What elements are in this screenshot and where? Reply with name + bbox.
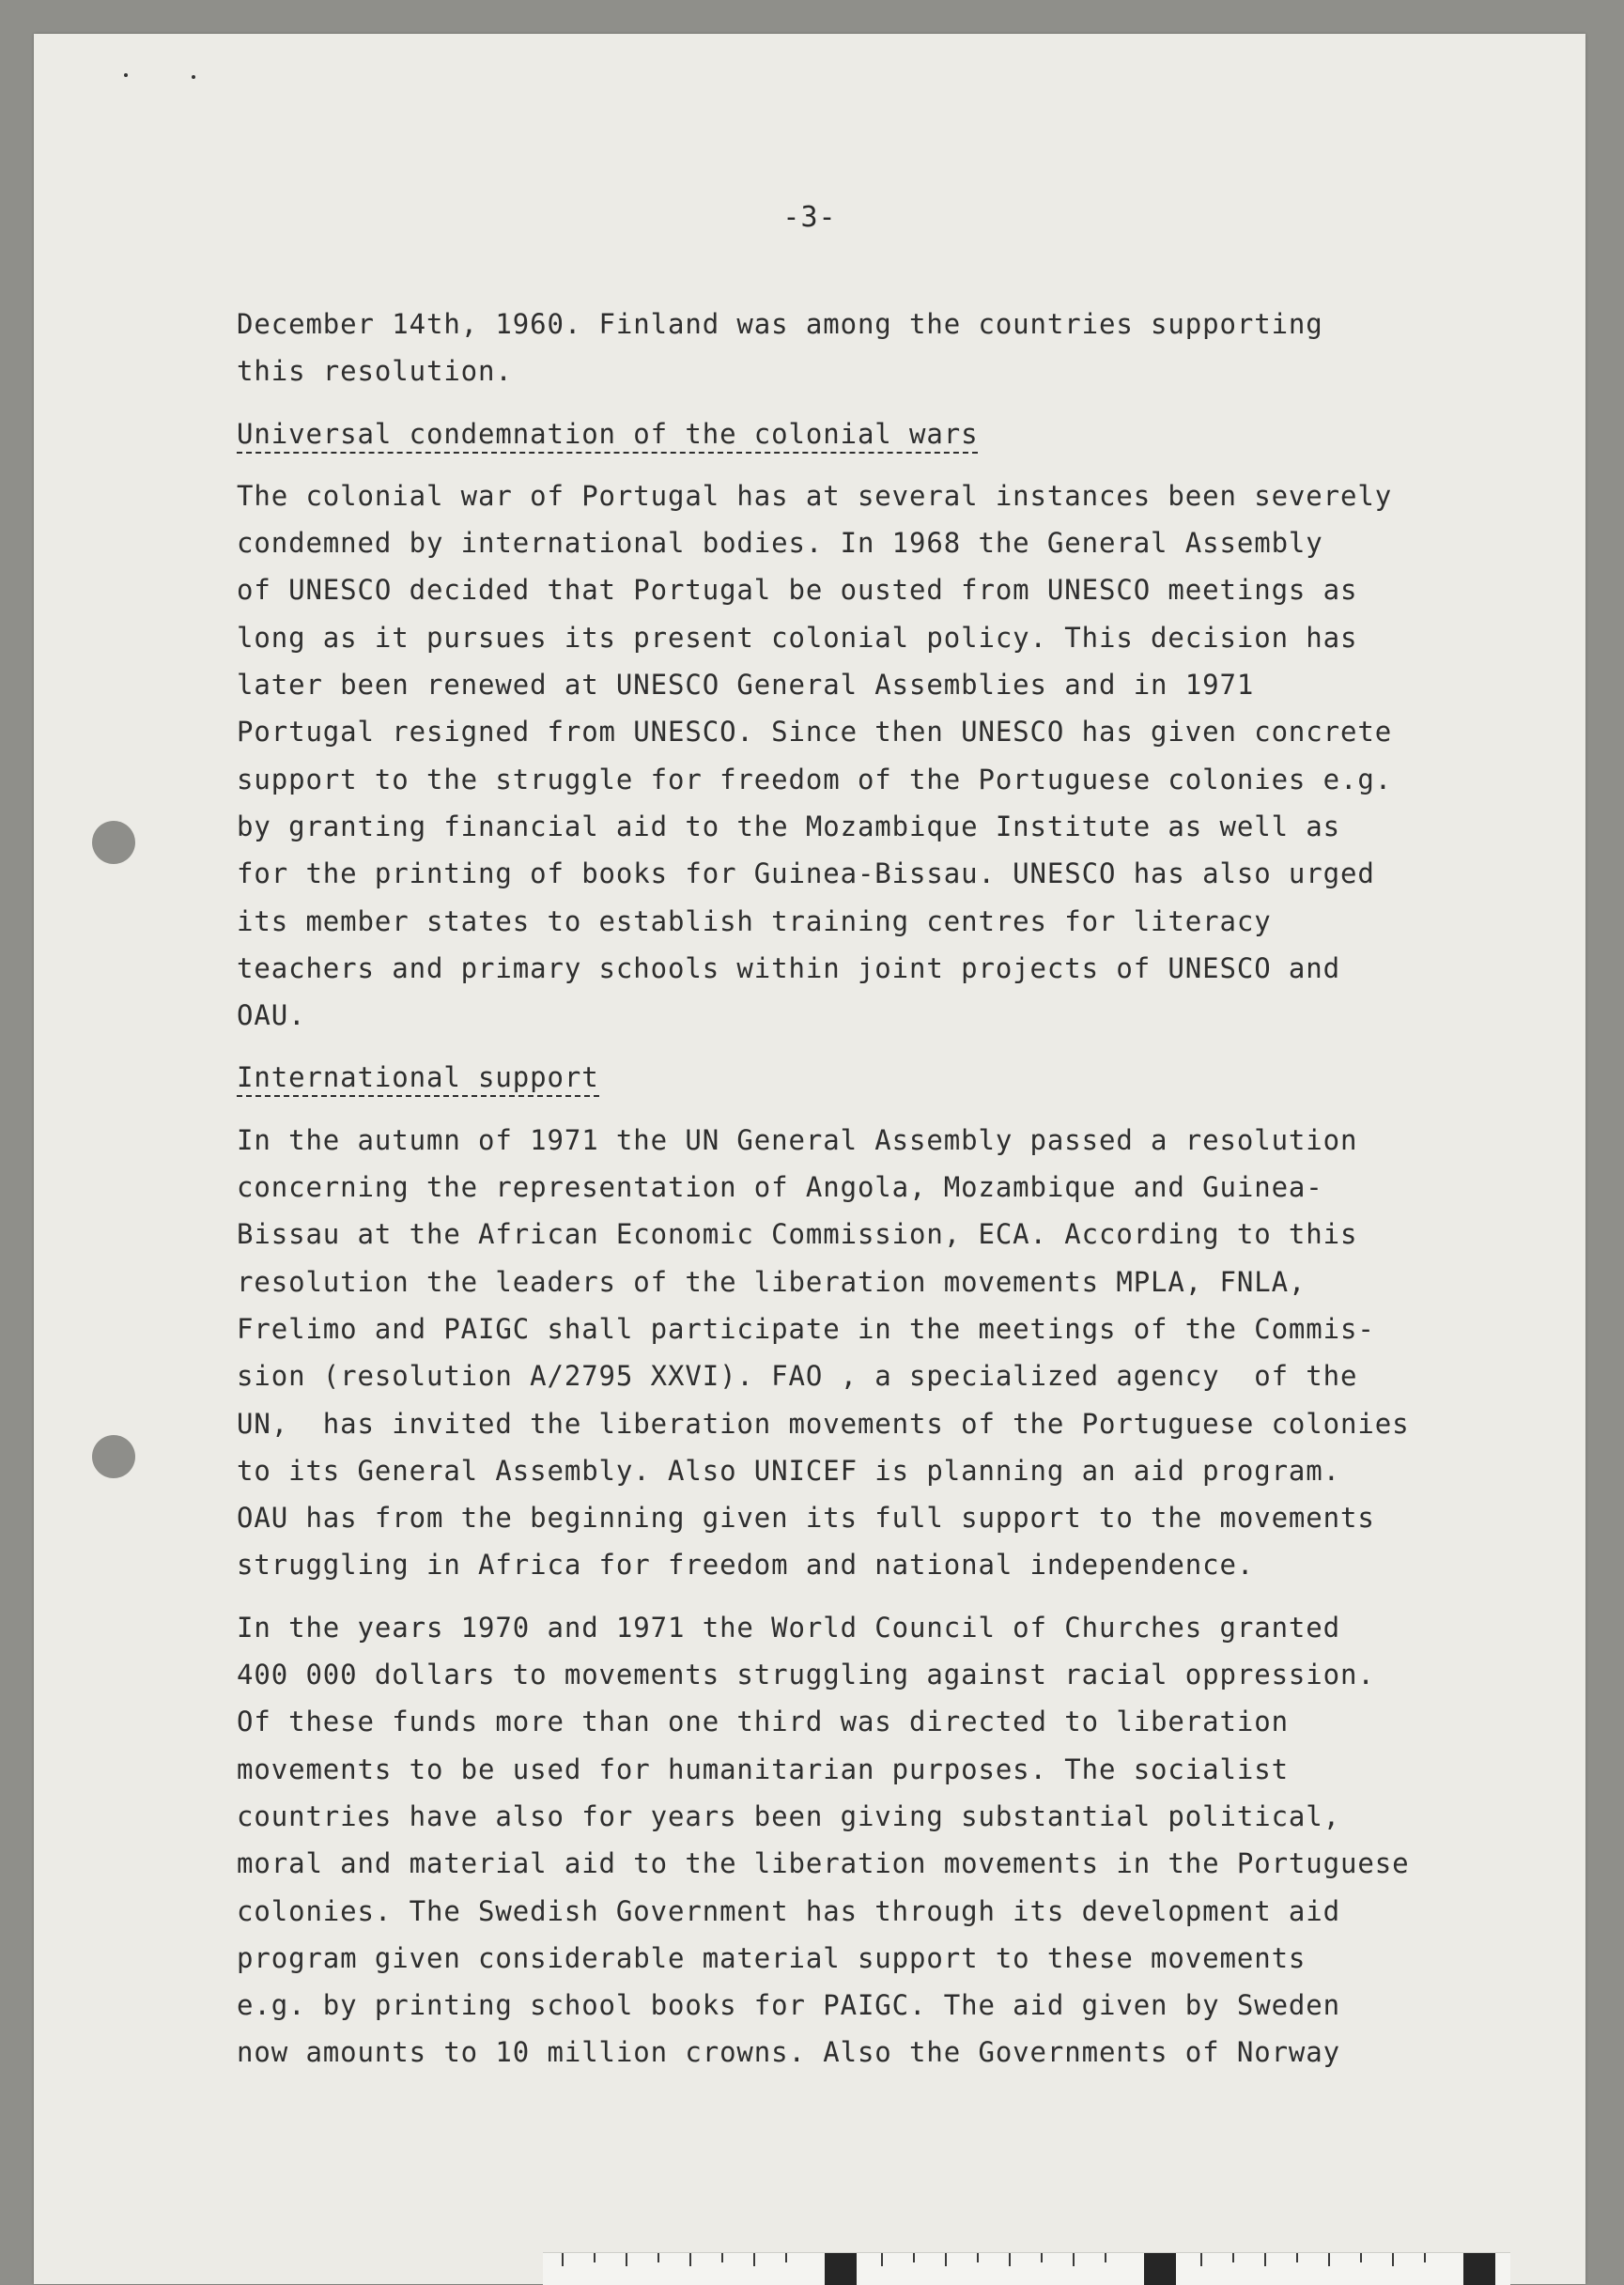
text-line: now amounts to 10 million crowns. Also the Governments of Norway (237, 2036, 1341, 2069)
section-heading-text: Universal condemnation of the colonial wars (237, 418, 978, 454)
text-line: later been renewed at UNESCO General Assemblies and in 1971 (237, 669, 1255, 702)
text-line: Of these funds more than one third was directed to liberation (237, 1706, 1289, 1738)
text-line: Frelimo and PAIGC shall participate in the meetings of the Commis- (237, 1312, 1375, 1345)
text-line: resolution the leaders of the liberation movements MPLA, FNLA, (237, 1265, 1307, 1298)
text-line: this resolution. (237, 355, 513, 388)
text-line: by granting financial aid to the Mozambique Institute as well as (237, 810, 1341, 842)
section-heading (237, 1054, 1570, 1101)
text-line: teachers and primary schools within joint projects of UNESCO and (237, 951, 1341, 984)
text-line: concerning the representation of Angola, Mozambique and Guinea- (237, 1171, 1323, 1204)
text-line: The colonial war of Portugal has at several instances been severely (237, 479, 1393, 512)
section-heading (237, 410, 1570, 457)
text-line: OAU has from the beginning given its full support to the movements (237, 1502, 1375, 1535)
scale-ruler (543, 2252, 1510, 2285)
text-line: its member states to establish training centres for literacy (237, 904, 1272, 937)
text-line: e.g. by printing school books for PAIGC. The aid given by Sweden (237, 1989, 1341, 2022)
text-line: Portugal resigned from UNESCO. Since then UNESCO has given concrete (237, 716, 1393, 749)
paragraph (237, 1117, 1570, 1589)
punch-hole (92, 1435, 135, 1478)
text-line: for the printing of books for Guinea-Bissau. UNESCO has also urged (237, 857, 1375, 890)
paragraph (237, 301, 1570, 395)
text-line: In the autumn of 1971 the UN General Assembly passed a resolution (237, 1123, 1358, 1156)
page-number: -3- (782, 201, 837, 234)
text-line: OAU. (237, 999, 306, 1032)
text-line: condemned by international bodies. In 1968 the General Assembly (237, 527, 1323, 560)
text-line: to its General Assembly. Also UNICEF is planning an aid program. (237, 1454, 1341, 1487)
text-line: Bissau at the African Economic Commission, ECA. According to this (237, 1218, 1358, 1251)
paragraph (237, 1604, 1570, 2077)
ink-speck (124, 73, 128, 77)
text-line: struggling in Africa for freedom and national independence. (237, 1549, 1255, 1582)
text-line: 400 000 dollars to movements struggling against racial oppression. (237, 1659, 1375, 1691)
text-line: sion (resolution A/2795 XXVI). FAO , a specialized agency of the (237, 1360, 1358, 1393)
text-line: long as it pursues its present colonial policy. This decision has (237, 621, 1358, 654)
text-line: moral and material aid to the liberation movements in the Portuguese (237, 1847, 1410, 1880)
punch-hole (92, 821, 135, 864)
ink-speck (192, 75, 195, 79)
text-line: countries have also for years been giving substantial political, (237, 1799, 1341, 1832)
text-line: December 14th, 1960. Finland was among the countries supporting (237, 308, 1323, 340)
text-line: of UNESCO decided that Portugal be ousted from UNESCO meetings as (237, 574, 1358, 607)
text-line: In the years 1970 and 1971 the World Council of Churches granted (237, 1611, 1341, 1644)
text-line: program given considerable material support to these movements (237, 1941, 1307, 1974)
section-heading-text: International support (237, 1061, 599, 1097)
text-line: UN, has invited the liberation movements of the Portuguese colonies (237, 1407, 1410, 1440)
paragraph (237, 472, 1570, 1040)
text-line: support to the struggle for freedom of the Portuguese colonies e.g. (237, 763, 1393, 795)
document-body (237, 301, 1570, 2077)
text-line: colonies. The Swedish Government has through its development aid (237, 1894, 1341, 1927)
text-line: movements to be used for humanitarian purposes. The socialist (237, 1752, 1289, 1785)
